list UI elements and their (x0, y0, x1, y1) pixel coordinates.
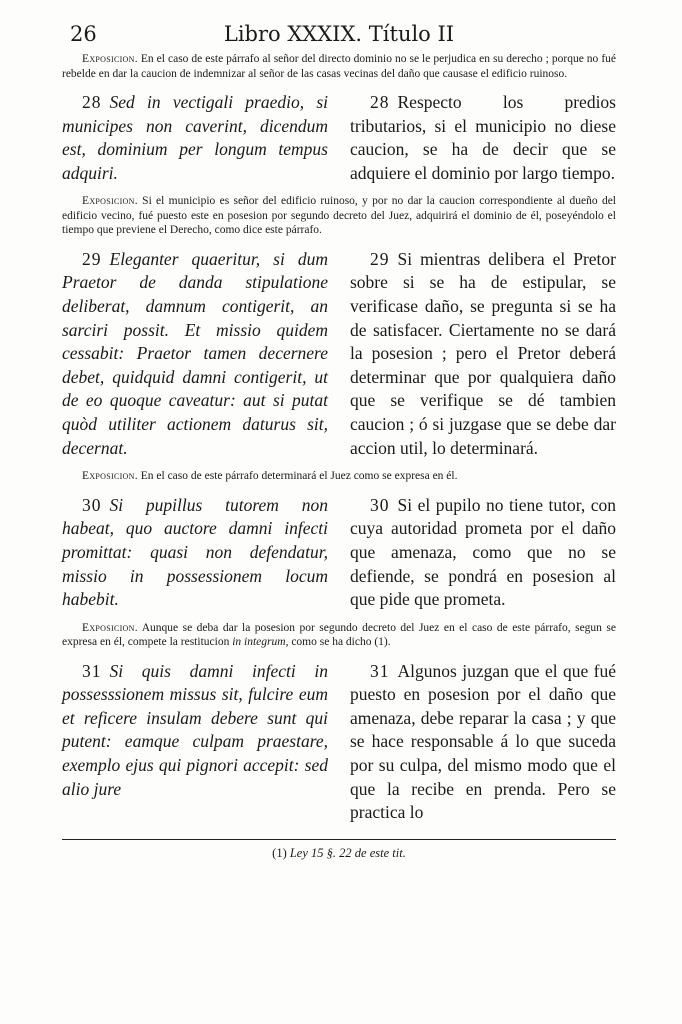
spanish-paragraph: Respecto los predios tributarios, si el municipio no diese caucion, se ha de decir que se adquiere el dominio por largo tiempo. (350, 92, 616, 183)
spanish-text-31 (350, 660, 616, 825)
paragraph-number: 30 (82, 494, 102, 515)
page (62, 22, 616, 861)
paragraph-number: 30 (370, 494, 390, 515)
footnote-marker: (1) (272, 845, 287, 860)
paragraph-number: 31 (370, 660, 390, 681)
spanish-paragraph: Si mientras delibera el Pretor sobre si se ha de estipular, se verificase daño, se pregunta si se ha de satisfacer. Ciertamente no se dará la posesion ; pero el Pretor deberá determinar que por qualquiera daño que se verifique se dé tambien caucion ; ó si juzgase que se debe dar accion util, lo determinará. (350, 248, 616, 458)
spanish-paragraph: Si el pupilo no tiene tutor, con cuya autoridad prometa por el daño que amenaza, como que no se defiende, se pondrá en posesion al que pide que prometa. (350, 494, 616, 610)
exposicion-label: Exposicion. (82, 621, 138, 634)
paragraph-number: 28 (82, 92, 102, 112)
footnote-rule (62, 839, 616, 840)
spanish-text-30 (350, 494, 616, 612)
exposicion-label: Exposicion. (82, 470, 138, 483)
latin-paragraph: Sed in vectigali praedio, si municipes non caverint, dicendum est, dominium per longum tempus adquiri. (62, 92, 328, 183)
exposicion-text: En el caso de este párrafo determinará el Juez como se expresa en él. (140, 470, 458, 483)
latin-paragraph: Eleganter quaeritur, si dum Praetor de danda stipulatione deliberat, damnum contigerit, an sarciri possit. Et missio quidem cessabit: Praetor tamen decernere debet, quidquid damni contigerit, ut de eo quoque caveatur: aut si putat quòd utiliter actionem daturus sit, decernat. (62, 248, 328, 458)
paragraph-number: 29 (370, 248, 390, 269)
paragraph-30 (62, 494, 616, 612)
exposicion-italic: in integrum (232, 636, 286, 649)
footnote (62, 846, 616, 861)
latin-paragraph: Si pupillus tutorem non habeat, quo auctore damni infecti promittat: quasi non defendatur, missio in possessionem locum habebit. (62, 494, 328, 610)
running-title: Libro XXXIX. Título II (223, 22, 455, 46)
spanish-text-29 (350, 248, 616, 460)
paragraph-31 (62, 660, 616, 825)
exposicion-text: Si el municipio es señor del edificio ruinoso, y por no dar la caucion correspondiente al dueño del edificio vecino, fué puesto este en posesion por segundo decreto del Juez, adquirirá el dominio de él, poseyéndolo el tiempo que previene el Derecho, como dice este párrafo. (62, 195, 616, 237)
latin-text-30 (62, 494, 328, 612)
exposicion-text-end: , como se ha dicho (1). (285, 636, 391, 649)
paragraph-number: 31 (82, 660, 102, 681)
exposicion-text: En el caso de este párrafo al señor del directo dominio no se le perjudica en su derecho ; porque no fué rebelde en dar la caucion de indemnizar al señor de las casas vecinas del daño que causase el edificio ruinoso. (62, 53, 617, 80)
exposicion-29 (62, 469, 616, 484)
exposicion-30 (62, 621, 616, 650)
latin-text-31 (62, 660, 328, 825)
latin-text-28 (62, 91, 328, 185)
spanish-text-28 (350, 91, 616, 185)
exposicion-intro (62, 52, 616, 81)
latin-text-29 (62, 248, 328, 460)
exposicion-text: Aunque se deba dar la posesion por segundo decreto del Juez en el caso de este párrafo, segun se expresa en él, compete la restitucion (62, 621, 616, 649)
paragraph-number: 28 (370, 92, 390, 112)
exposicion-label: Exposicion. (82, 53, 138, 65)
exposicion-28 (62, 194, 616, 238)
latin-paragraph: Si quis damni infecti in possesssionem missus sit, fulcire eum et reficere insulam debere sunt qui putent: eamque culpam praestare, exemplo ejus qui pignori accepit: sed alio jure (62, 660, 328, 799)
footnote-text: Ley 15 §. 22 (289, 845, 352, 860)
paragraph-28 (62, 91, 616, 185)
spanish-paragraph: Algunos juzgan que el que fué puesto en posesion por el daño que amenaza, debe reparar la casa ; y que se hace responsable á lo que suceda por su culpa, del mismo modo que el que la recibe en prenda. Pero se practica lo (350, 660, 616, 823)
footnote-italic: de este tit. (354, 845, 406, 860)
page-number: 26 (70, 22, 97, 46)
page-header (62, 22, 616, 52)
paragraph-number: 29 (82, 248, 102, 269)
exposicion-label: Exposicion. (82, 195, 138, 208)
paragraph-29 (62, 248, 616, 460)
